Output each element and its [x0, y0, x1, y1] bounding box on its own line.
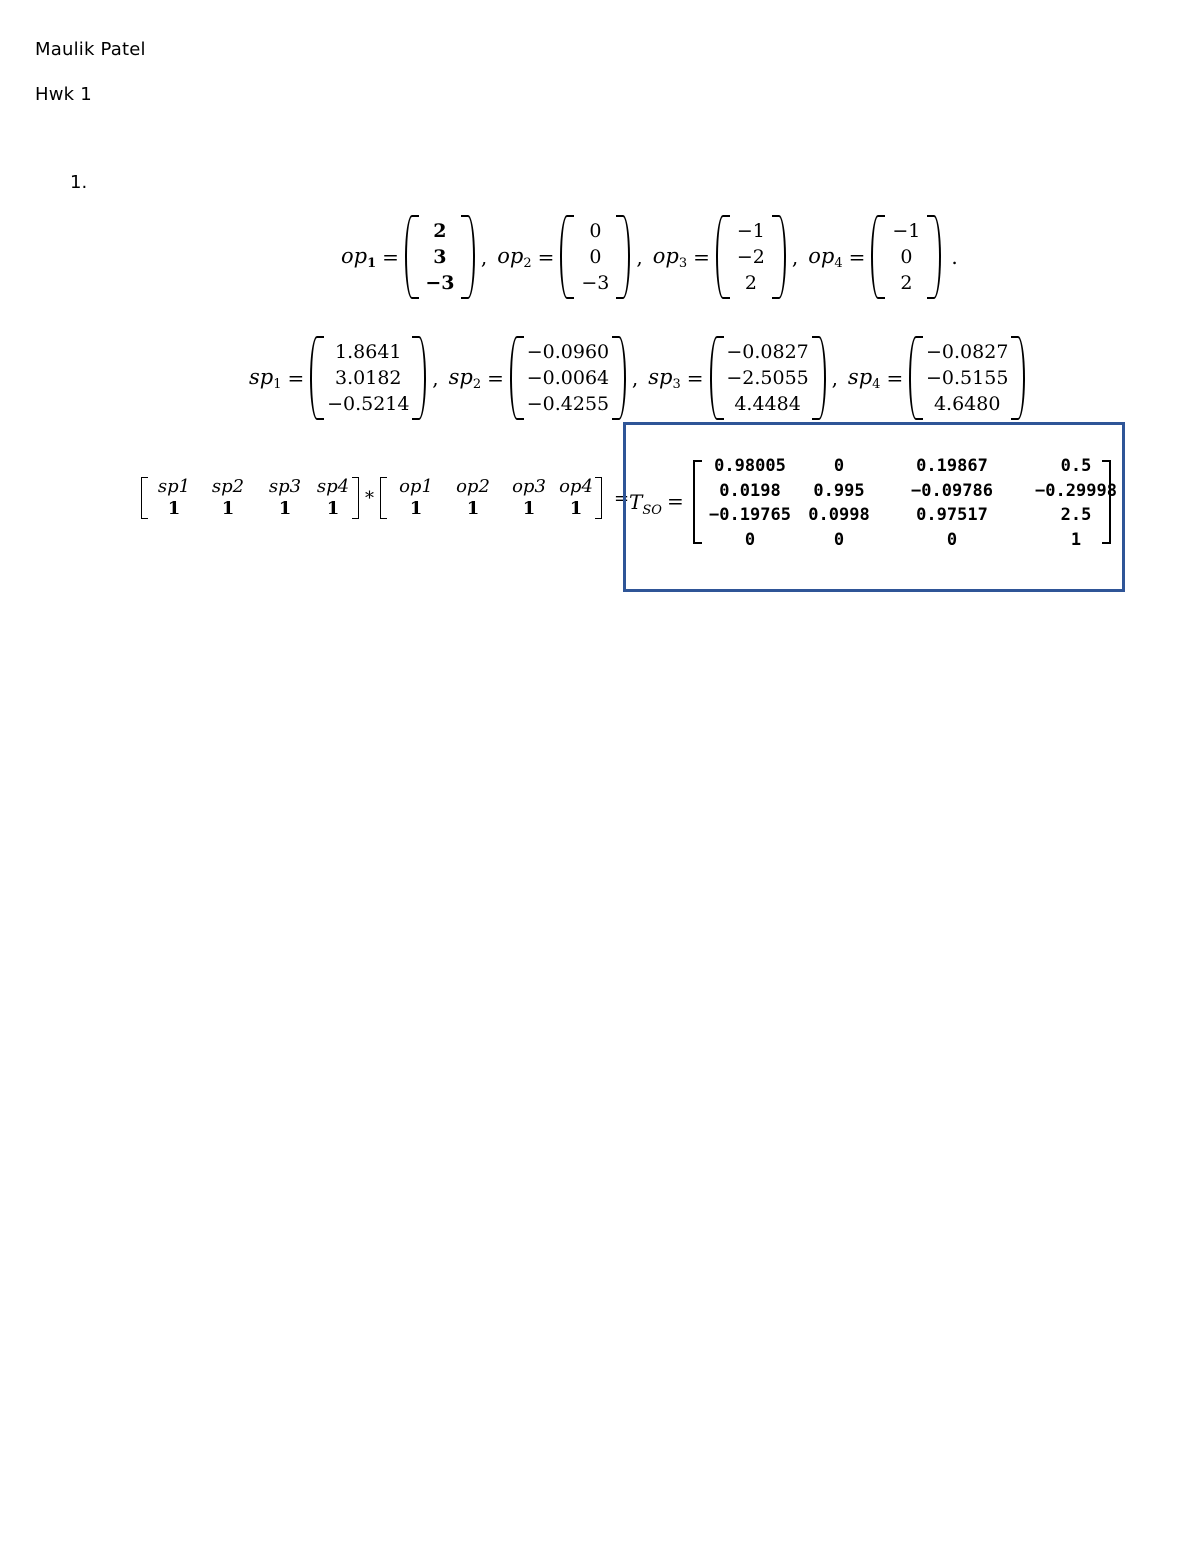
sp4-vector — [909, 336, 1025, 420]
op1-x: 2 — [433, 220, 447, 242]
sp2-label: $sp_2$ — [448, 364, 482, 392]
tso-matrix — [700, 456, 1126, 554]
equals-sign: = — [667, 489, 684, 513]
sp1-y: 3.0182 — [335, 367, 402, 389]
sp3-vector — [710, 336, 826, 420]
op2-vector — [560, 215, 630, 299]
op3-vector — [716, 215, 786, 299]
op4-vector — [871, 215, 941, 299]
op1-vector — [405, 215, 475, 299]
sp-homogeneous-matrix — [148, 476, 352, 520]
op-matrix-cell: op1 — [399, 476, 433, 497]
op1-term — [341, 215, 497, 299]
op3-y: −2 — [736, 246, 765, 268]
op2-term — [497, 215, 653, 299]
op-matrix-cell: op2 — [456, 476, 490, 497]
sp4-term — [848, 336, 1025, 420]
op-vectors-row — [341, 214, 958, 300]
sp2-z: −0.4255 — [526, 393, 610, 415]
sp-matrix-cell: 1 — [167, 498, 181, 519]
tso-cell: 1 — [1070, 529, 1082, 550]
op2-y: 0 — [589, 246, 602, 268]
period: . — [951, 245, 958, 269]
tso-cell: 0 — [946, 529, 958, 550]
op4-term — [808, 215, 958, 299]
sp4-x: −0.0827 — [926, 341, 1009, 363]
tso-cell: 0.97517 — [916, 505, 988, 525]
author-name: Maulik Patel — [35, 39, 146, 60]
sp-matrix-cell: 1 — [326, 498, 340, 519]
sp4-y: −0.5155 — [926, 367, 1009, 389]
sp1-z: −0.5214 — [327, 393, 410, 415]
sp1-term — [249, 336, 449, 420]
op1-z: −3 — [425, 272, 455, 294]
op-matrix-cell: op3 — [512, 476, 546, 497]
tso-cell: 0 — [833, 529, 845, 550]
equals-sign: = — [848, 245, 866, 269]
sp-matrix-cell: 1 — [278, 498, 292, 519]
op3-z: 2 — [744, 272, 757, 294]
op4-label: $op_4$ — [808, 243, 843, 271]
sp2-y: −0.0064 — [526, 367, 610, 389]
sp-matrix-cell: sp2 — [211, 476, 245, 497]
op1-y: 3 — [433, 246, 447, 268]
tso-label: $T_{SO}$ — [629, 490, 662, 518]
op4-x: −1 — [892, 220, 921, 242]
equals-sign: = — [382, 245, 399, 269]
tso-cell: 0.0998 — [808, 505, 870, 525]
equals-sign: = — [537, 245, 555, 269]
op-matrix-cell: 1 — [569, 498, 583, 519]
op-matrix-cell: 1 — [409, 498, 423, 519]
tso-cell: 2.5 — [1060, 505, 1092, 525]
op-matrix-cell: 1 — [522, 498, 536, 519]
sp3-x: −0.0827 — [726, 341, 809, 363]
sp3-label: $sp_3$ — [648, 364, 681, 392]
op4-y: 0 — [900, 246, 913, 268]
comma: , — [631, 366, 639, 390]
sp-vectors-row — [249, 336, 1025, 420]
equals-sign: = — [287, 366, 305, 390]
sp2-x: −0.0960 — [526, 341, 610, 363]
equals-sign: = — [686, 366, 704, 390]
multiply-sign: * — [365, 487, 374, 509]
equals-sign: = — [614, 487, 630, 509]
op1-label: $op_1$ — [341, 243, 377, 271]
tso-cell: 0 — [744, 529, 756, 550]
tso-cell: 0.98005 — [714, 456, 786, 476]
equals-sign: = — [487, 366, 504, 390]
op2-x: 0 — [589, 220, 602, 242]
op-matrix-cell: 1 — [466, 498, 480, 519]
sp4-z: 4.6480 — [933, 393, 1001, 415]
equals-sign: = — [886, 366, 904, 390]
sp-matrix-cell: sp4 — [316, 476, 350, 497]
sp4-label: $sp_4$ — [847, 364, 881, 392]
comma: , — [791, 245, 799, 269]
sp-matrix-cell: sp1 — [157, 476, 191, 497]
sp1-label: $sp_1$ — [249, 364, 282, 392]
sp-matrix-cell: sp3 — [268, 476, 302, 497]
op-homogeneous-matrix — [387, 476, 595, 520]
tso-cell: 0.5 — [1060, 456, 1092, 476]
sp3-term — [648, 336, 848, 420]
op4-z: 2 — [900, 272, 913, 294]
tso-cell: 0.0198 — [719, 480, 781, 501]
sp1-x: 1.8641 — [335, 341, 402, 363]
op3-x: −1 — [736, 220, 765, 242]
op2-label: $op_2$ — [497, 243, 532, 271]
assignment-title: Hwk 1 — [35, 84, 92, 105]
comma: , — [480, 245, 488, 269]
op3-label: $op_3$ — [652, 243, 688, 271]
tso-cell: −0.09786 — [911, 480, 993, 501]
op3-term — [653, 215, 809, 299]
sp3-y: −2.5055 — [726, 367, 809, 389]
op2-z: −3 — [581, 272, 610, 294]
comma: , — [831, 366, 838, 390]
sp2-term — [449, 336, 649, 420]
tso-cell: −0.29998 — [1035, 480, 1117, 501]
tso-cell: 0 — [833, 456, 845, 476]
tso-cell: 0.995 — [813, 480, 865, 501]
transform-equation — [141, 476, 629, 520]
sp3-z: 4.4484 — [734, 393, 801, 415]
op-matrix-cell: op4 — [559, 476, 593, 497]
problem-number: 1. — [70, 172, 88, 193]
equals-sign: = — [693, 245, 710, 269]
sp-matrix-cell: 1 — [221, 498, 235, 519]
comma: , — [636, 245, 643, 269]
sp2-vector — [510, 336, 626, 420]
comma: , — [432, 366, 439, 390]
tso-cell: −0.19765 — [709, 505, 791, 525]
tso-cell: 0.19867 — [916, 456, 988, 476]
sp1-vector — [310, 336, 426, 420]
